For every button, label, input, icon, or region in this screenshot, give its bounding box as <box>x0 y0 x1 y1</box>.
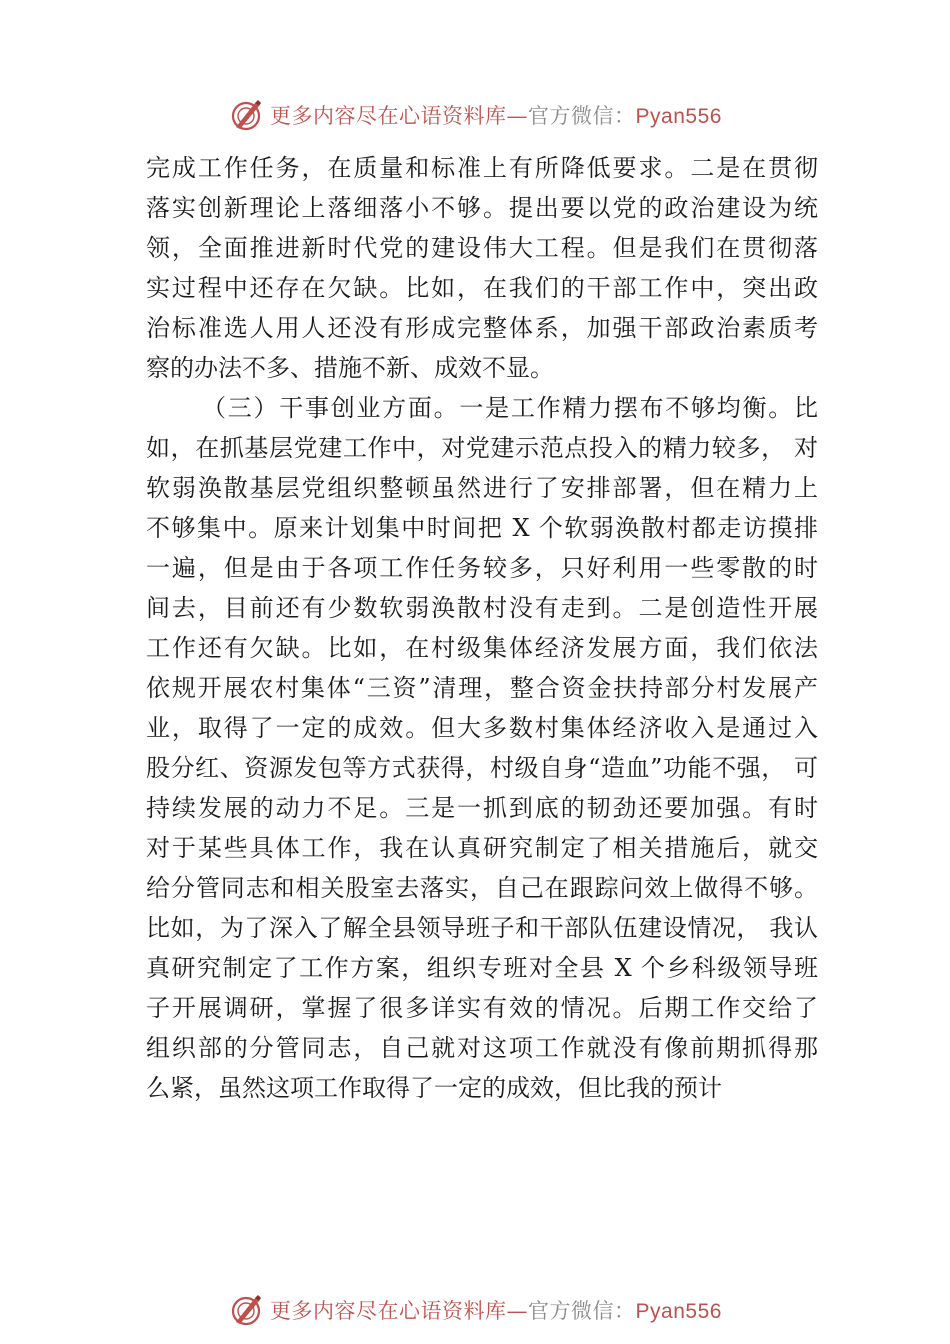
document-body <box>146 148 818 1108</box>
header-watermark <box>0 95 950 135</box>
pen-seal-icon <box>228 1292 264 1328</box>
text-line: 依规开展农村集体“三资”清理，整合资金扶持部分村发展产 <box>146 674 818 702</box>
paragraph-2 <box>146 388 818 1108</box>
footer-watermark <box>0 1290 950 1330</box>
text-line: 子开展调研，掌握了很多详实有效的情况。后期工作交给了 <box>146 994 818 1022</box>
watermark-id: Pyan556 <box>635 105 722 128</box>
text-line: 软弱涣散基层党组织整顿虽然进行了安排部署，但在精力上 <box>146 474 818 502</box>
text-line: 么紧，虽然这项工作取得了一定的成效，但比我的预计 <box>146 1074 722 1102</box>
text-line: 领，全面推进新时代党的建设伟大工程。但是我们在贯彻落 <box>146 234 818 262</box>
text-line: 股分红、资源发包等方式获得，村级自身“造血”功能不强， 可 <box>146 754 818 782</box>
watermark-dash: — <box>506 1299 529 1323</box>
watermark-brand: 更多内容尽在心语资料库 <box>270 1299 507 1323</box>
text-line: （三）干事创业方面。一是工作精力摆布不够均衡。比 <box>202 394 818 422</box>
text-line: 治标准选人用人还没有形成完整体系，加强干部政治素质考 <box>146 314 818 342</box>
pen-seal-icon <box>228 97 264 133</box>
text-line: 比如，为了深入了解全县领导班子和干部队伍建设情况， 我认 <box>146 914 818 942</box>
text-line: 持续发展的动力不足。三是一抓到底的韧劲还要加强。有时 <box>146 794 818 822</box>
text-line: 工作还有欠缺。比如，在村级集体经济发展方面，我们依法 <box>146 634 818 662</box>
watermark-text <box>270 100 722 130</box>
text-line: 组织部的分管同志，自己就对这项工作就没有像前期抓得那 <box>146 1034 818 1062</box>
watermark-official: 官方微信： <box>528 1299 636 1323</box>
text-line: 对于某些具体工作，我在认真研究制定了相关措施后，就交 <box>146 834 818 862</box>
text-line: 不够集中。原来计划集中时间把 X 个软弱涣散村都走访摸排 <box>146 514 818 542</box>
text-line: 间去，目前还有少数软弱涣散村没有走到。二是创造性开展 <box>146 594 818 622</box>
text-line: 给分管同志和相关股室去落实，自己在跟踪问效上做得不够。 <box>146 874 818 902</box>
text-line: 完成工作任务，在质量和标准上有所降低要求。二是在贯彻 <box>146 154 818 182</box>
text-line: 实过程中还存在欠缺。比如，在我们的干部工作中，突出政 <box>146 274 818 302</box>
text-line: 真研究制定了工作方案，组织专班对全县 X 个乡科级领导班 <box>146 954 818 982</box>
watermark-id: Pyan556 <box>635 1300 722 1323</box>
watermark-text <box>270 1295 722 1325</box>
text-line: 察的办法不多、措施不新、成效不显。 <box>146 354 554 382</box>
text-line: 一遍，但是由于各项工作任务较多，只好利用一些零散的时 <box>146 554 818 582</box>
watermark-brand: 更多内容尽在心语资料库 <box>270 104 507 128</box>
watermark-dash: — <box>506 104 529 128</box>
paragraph-1 <box>146 148 818 388</box>
watermark-official: 官方微信： <box>528 104 636 128</box>
text-line: 如，在抓基层党建工作中，对党建示范点投入的精力较多， 对 <box>146 434 818 462</box>
text-line: 业，取得了一定的成效。但大多数村集体经济收入是通过入 <box>146 714 818 742</box>
text-line: 落实创新理论上落细落小不够。提出要以党的政治建设为统 <box>146 194 818 222</box>
